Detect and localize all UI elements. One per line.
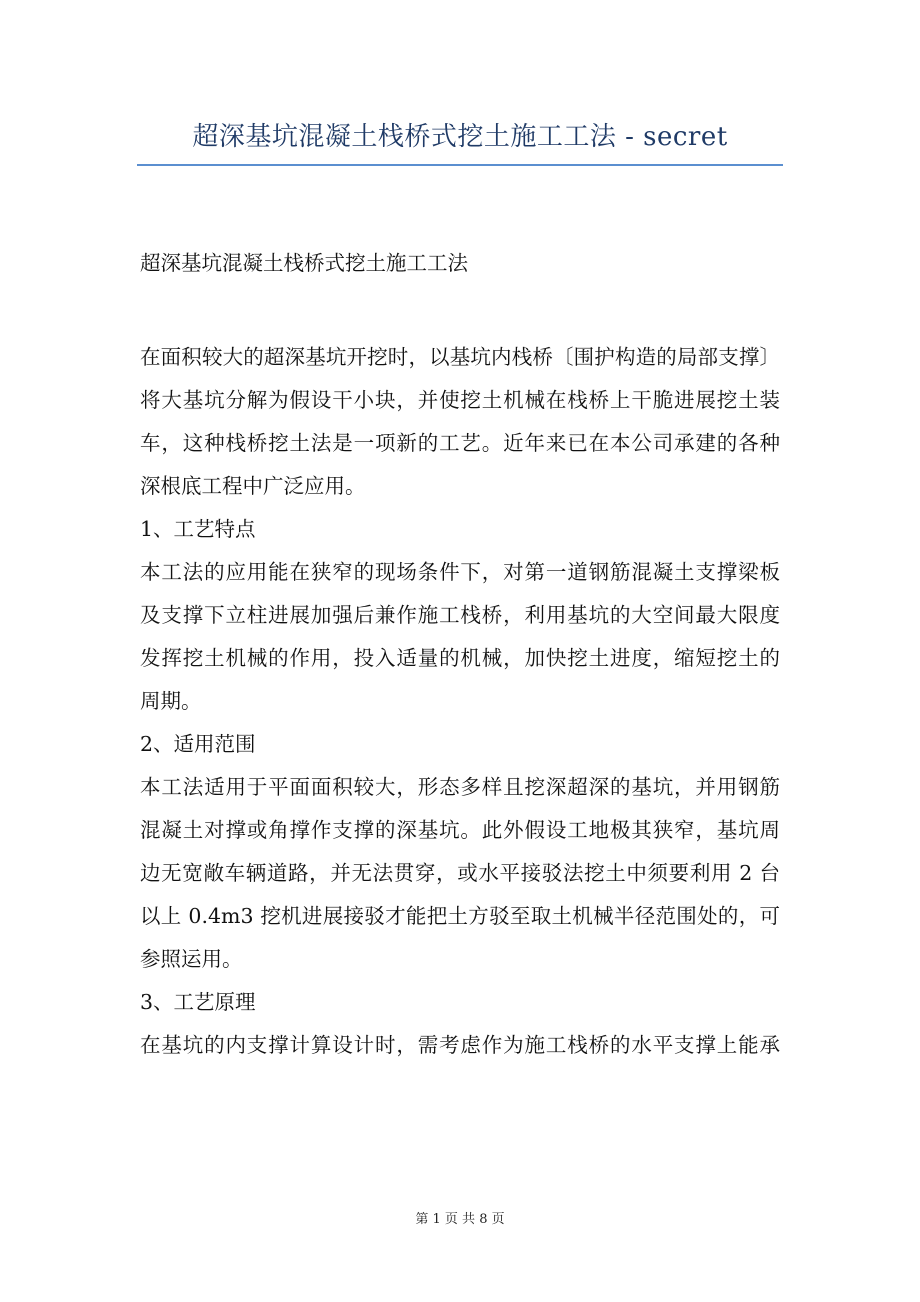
page-footer: 第 1 页 共 8 页 (415, 1212, 505, 1227)
paragraph-line: 边无宽敞车辆道路，并无法贯穿，或水平接驳法挖土中须要利用 2 台 (140, 861, 780, 885)
paragraph-line: 参照运用。 (140, 947, 243, 971)
paragraph-line: 在基坑的内支撑计算设计时，需考虑作为施工栈桥的水平支撑上能承 (140, 1033, 780, 1057)
paragraph-line: 在面积较大的超深基坑开挖时，以基坑内栈桥〔围护构造的局部支撑〕 (140, 345, 780, 369)
paragraph-line: 深根底工程中广泛应用。 (140, 474, 366, 498)
paragraph-line: 周期。 (140, 689, 202, 713)
paragraph-line: 及支撑下立柱进展加强后兼作施工栈桥，利用基坑的大空间最大限度 (140, 603, 780, 627)
paragraph-line: 本工法适用于平面面积较大，形态多样且挖深超深的基坑，并用钢筋 (140, 775, 780, 799)
document-title: 超深基坑混凝土栈桥式挖土施工工法 - secret (192, 122, 728, 152)
paragraph-line: 车，这种栈桥挖土法是一项新的工艺。近年来已在本公司承建的各种 (140, 431, 780, 455)
paragraph-line: 混凝土对撑或角撑作支撑的深基坑。此外假设工地极其狭窄，基坑周 (140, 818, 780, 842)
section-heading: 1、工艺特点 (140, 517, 256, 541)
section-heading: 2、适用范围 (140, 732, 256, 756)
title-divider (137, 164, 783, 166)
paragraph-line: 以上 0.4m3 挖机进展接驳才能把土方驳至取土机械半径范围处的，可 (140, 904, 780, 928)
paragraph-line: 将大基坑分解为假设干小块，并使挖土机械在栈桥上干脆进展挖土装 (140, 388, 780, 412)
section-heading: 3、工艺原理 (140, 990, 256, 1014)
document-subtitle: 超深基坑混凝土栈桥式挖土施工工法 (140, 251, 468, 275)
paragraph-line: 发挥挖土机械的作用，投入适量的机械，加快挖土进度，缩短挖土的 (140, 646, 780, 670)
paragraph-line: 本工法的应用能在狭窄的现场条件下，对第一道钢筋混凝土支撑梁板 (140, 560, 780, 584)
